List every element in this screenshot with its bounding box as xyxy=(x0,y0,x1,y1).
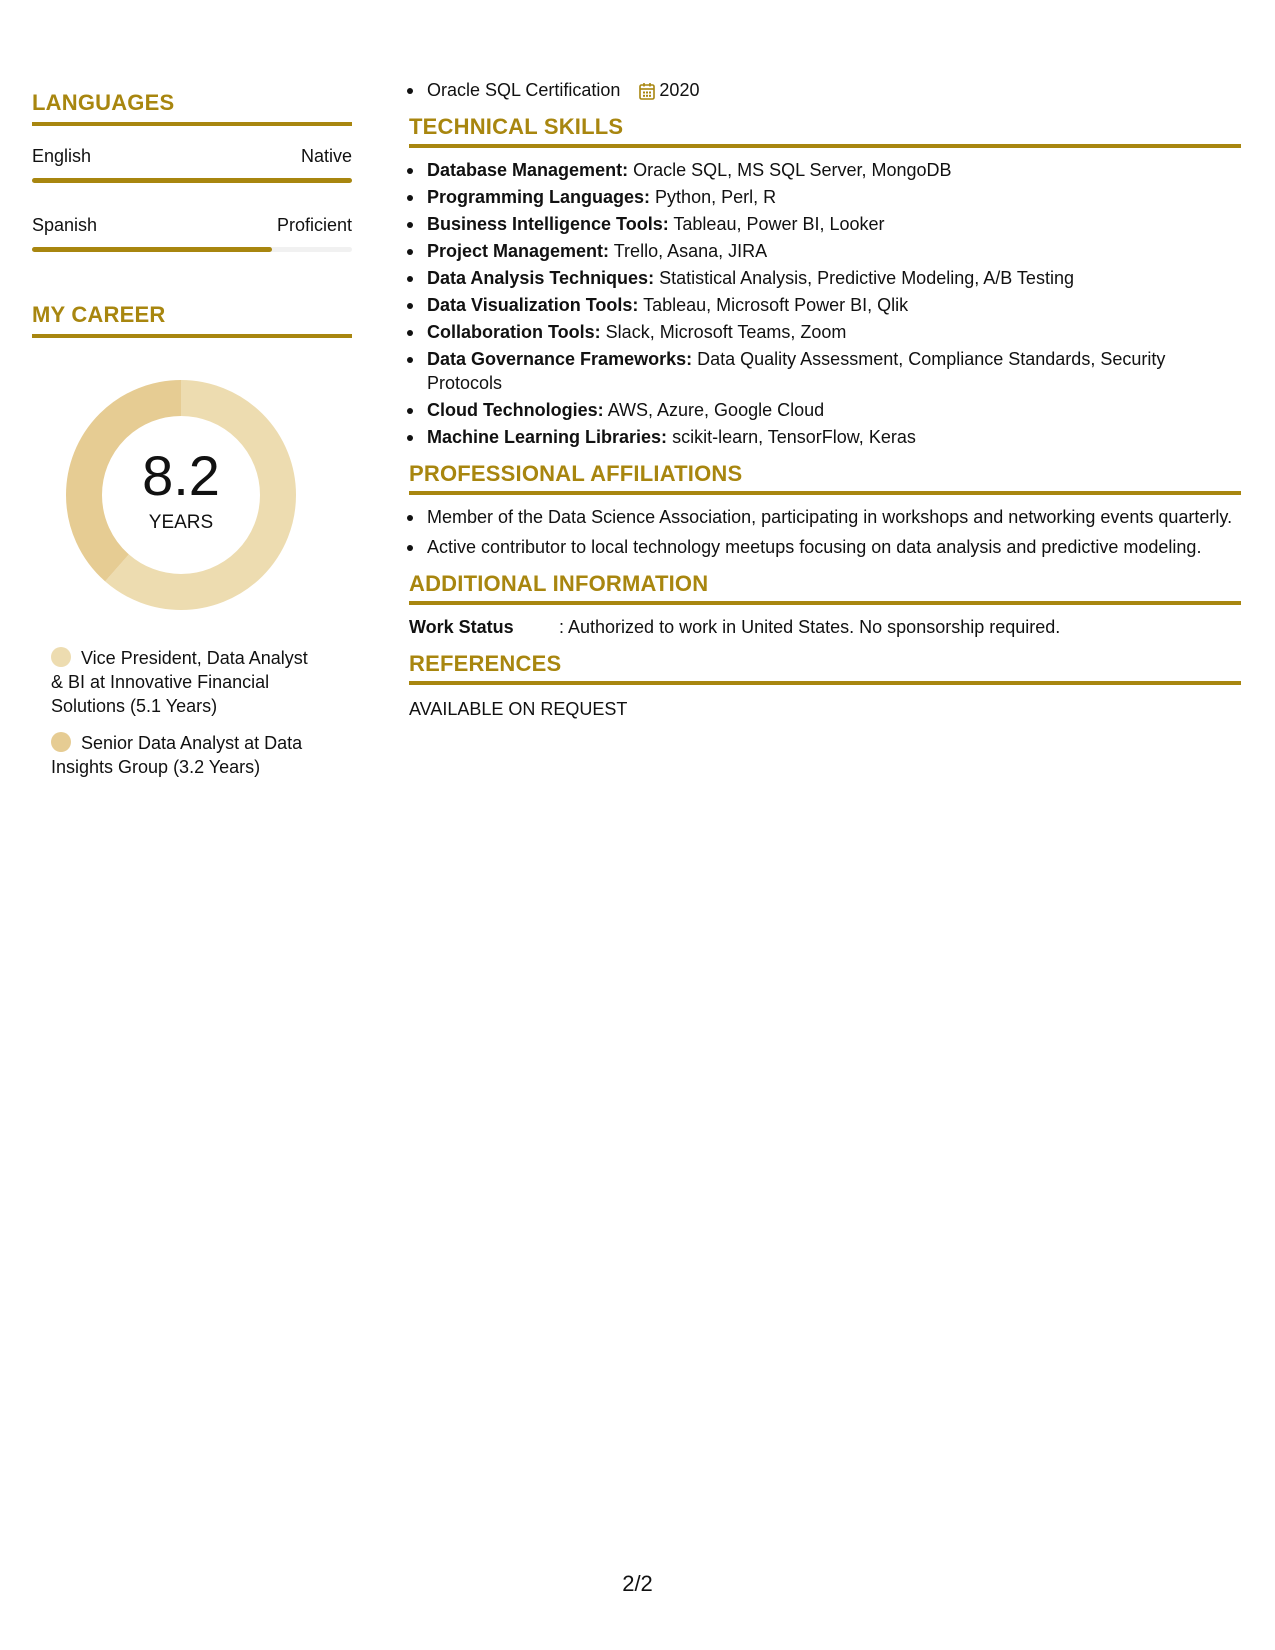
references-title: REFERENCES xyxy=(409,651,1241,685)
skill-value: scikit-learn, TensorFlow, Keras xyxy=(672,427,916,447)
skill-item xyxy=(409,212,1241,236)
work-status-label: Work Status xyxy=(409,617,514,637)
certification-name: Oracle SQL Certification xyxy=(427,80,621,100)
language-item xyxy=(32,144,352,183)
language-name: Spanish xyxy=(32,215,98,235)
legend-dot xyxy=(51,647,71,667)
career-total-unit: YEARS xyxy=(148,512,214,533)
skill-value: Tableau, Power BI, Looker xyxy=(673,214,885,234)
left-column xyxy=(32,90,352,792)
certification-list xyxy=(409,78,1241,102)
language-name: English xyxy=(32,146,92,166)
certification-item xyxy=(409,78,1241,102)
skill-value: Tableau, Microsoft Power BI, Qlik xyxy=(643,295,909,315)
skill-label: Machine Learning Libraries: xyxy=(427,427,668,447)
skill-label: Data Visualization Tools: xyxy=(427,295,639,315)
affiliations-title: PROFESSIONAL AFFILIATIONS xyxy=(409,461,1241,495)
technical-skills-section xyxy=(409,114,1241,449)
work-status-row xyxy=(409,615,1241,639)
languages-title: LANGUAGES xyxy=(32,90,352,126)
additional-info-section xyxy=(409,571,1241,639)
legend-label: Vice President, Data Analyst & BI at Innovative Financial Solutions (5.1 Years) xyxy=(51,648,308,716)
affiliations-list xyxy=(409,505,1241,559)
skill-value: Slack, Microsoft Teams, Zoom xyxy=(605,322,847,342)
language-item xyxy=(32,213,352,252)
affiliations-section xyxy=(409,461,1241,559)
skill-label: Cloud Technologies: xyxy=(427,400,604,420)
language-bar xyxy=(32,247,352,252)
technical-skills-title: TECHNICAL SKILLS xyxy=(409,114,1241,148)
references-section xyxy=(409,651,1241,721)
skill-item xyxy=(409,158,1241,182)
skill-item xyxy=(409,425,1241,449)
skill-value: Data Quality Assessment, Compliance Standards, Security Protocols xyxy=(427,349,1166,393)
language-bar xyxy=(32,178,352,183)
legend-label: Senior Data Analyst at Data Insights Group (3.2 Years) xyxy=(51,733,303,777)
skill-label: Collaboration Tools: xyxy=(427,322,601,342)
skill-label: Database Management: xyxy=(427,160,629,180)
legend-item xyxy=(51,646,322,718)
references-text: AVAILABLE ON REQUEST xyxy=(409,699,628,719)
affiliation-item: Member of the Data Science Association, participating in workshops and networking events quarterly. xyxy=(409,505,1241,529)
skill-item xyxy=(409,293,1241,317)
languages-list xyxy=(32,144,352,252)
certification-year: 2020 xyxy=(659,80,700,100)
career-legend xyxy=(32,646,322,779)
skill-item xyxy=(409,239,1241,263)
skill-value: AWS, Azure, Google Cloud xyxy=(607,400,825,420)
language-bar-fill xyxy=(32,178,352,183)
additional-info-title: ADDITIONAL INFORMATION xyxy=(409,571,1241,605)
skill-item xyxy=(409,398,1241,422)
skill-label: Data Governance Frameworks: xyxy=(427,349,693,369)
skill-value: Statistical Analysis, Predictive Modeling, A/B Testing xyxy=(659,268,1074,288)
skill-value: Oracle SQL, MS SQL Server, MongoDB xyxy=(633,160,952,180)
skill-value: Trello, Asana, JIRA xyxy=(613,241,768,261)
skill-label: Programming Languages: xyxy=(427,187,651,207)
language-bar-fill xyxy=(32,247,272,252)
right-column xyxy=(409,78,1241,721)
skill-label: Data Analysis Techniques: xyxy=(427,268,655,288)
skill-item xyxy=(409,185,1241,209)
calendar-icon xyxy=(639,82,655,100)
skill-label: Project Management: xyxy=(427,241,610,261)
language-level: Native xyxy=(300,146,352,166)
career-title: MY CAREER xyxy=(32,302,352,338)
skill-item xyxy=(409,347,1241,395)
legend-dot xyxy=(51,732,71,752)
career-total-value: 8.2 xyxy=(142,444,220,507)
skill-item xyxy=(409,320,1241,344)
skill-label: Business Intelligence Tools: xyxy=(427,214,669,234)
skill-item xyxy=(409,266,1241,290)
work-status-value: : Authorized to work in United States. No sponsorship required. xyxy=(559,617,1061,637)
legend-item xyxy=(51,731,322,779)
affiliation-item: Active contributor to local technology meetups focusing on data analysis and predictive modeling. xyxy=(409,535,1241,559)
skill-value: Python, Perl, R xyxy=(655,187,777,207)
career-donut-chart xyxy=(66,380,296,610)
language-level: Proficient xyxy=(276,215,352,235)
skills-list xyxy=(409,158,1241,449)
page-number: 2/2 xyxy=(622,1571,653,1596)
